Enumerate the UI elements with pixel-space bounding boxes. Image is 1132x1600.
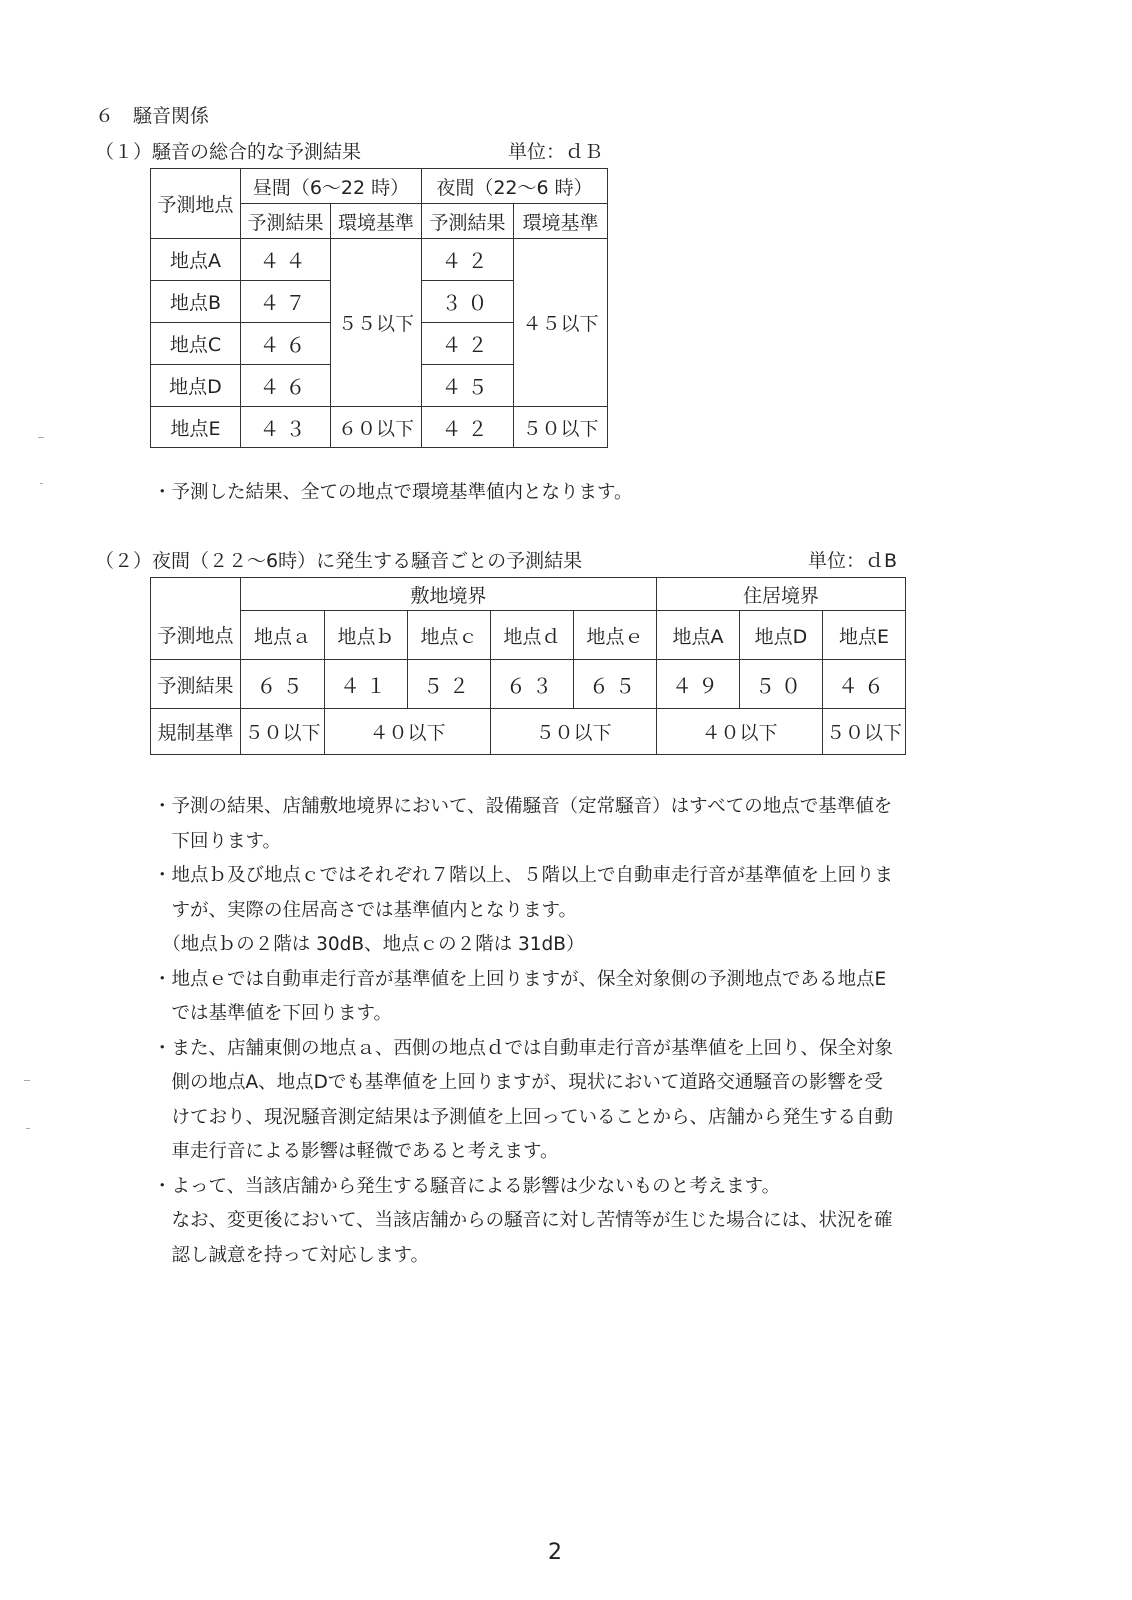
day-value: ４６ [241, 365, 331, 407]
point-label: 地点D [151, 365, 241, 407]
day-result-header: 予測結果 [241, 204, 331, 239]
note-line: では基準値を下回ります。 [153, 1003, 393, 1024]
section-heading: ６ 騒音関係 [95, 105, 210, 127]
night-standard-header: 環境基準 [514, 204, 608, 239]
result-value: ５０ [740, 660, 823, 709]
point-label: 地点A [151, 239, 241, 281]
section1-note: ・予測した結果、全ての地点で環境基準値内となります。 [153, 482, 633, 503]
day-standard: ５５以下 [331, 239, 422, 407]
night-standard: ４５以下 [514, 239, 608, 407]
note-line: ・また、店舗東側の地点ａ、西側の地点ｄでは自動車走行音が基準値を上回り、保全対象 [153, 1037, 894, 1059]
result-value: ６５ [574, 660, 657, 709]
note-line: ・地点ｅでは自動車走行音が基準値を上回りますが、保全対象側の予測地点である地点E [153, 968, 887, 990]
section2-title: （２）夜間（２２～6時）に発生する騒音ごとの予測結果 [95, 550, 583, 572]
note-line: 下回ります。 [153, 830, 282, 852]
note-line: （地点ｂの２階は 30dB、地点ｃの２階は 31dB） [153, 934, 585, 955]
note-line: けており、現況騒音測定結果は予測値を上回っていることから、店舗から発生する自動 [153, 1106, 894, 1128]
point-D-upper: 地点D [740, 611, 823, 660]
day-standard: ６０以下 [331, 407, 422, 448]
standard-value: ５０以下 [491, 709, 657, 755]
day-value: ４６ [241, 323, 331, 365]
standard-value: ４０以下 [657, 709, 823, 755]
site-boundary-header: 敷地境界 [241, 578, 657, 611]
night-noise-table [150, 577, 906, 755]
scan-speck [26, 1128, 30, 1129]
scan-speck [40, 483, 43, 484]
note-line: ・よって、当該店舗から発生する騒音による影響は少ないものと考えます。 [153, 1175, 781, 1197]
point-label: 地点E [151, 407, 241, 448]
result-value: ４９ [657, 660, 740, 709]
corner-header: 予測地点 [151, 169, 241, 239]
note-line: 側の地点A、地点Dでも基準値を上回りますが、現状において道路交通騒音の影響を受 [153, 1072, 883, 1093]
blank-header [151, 578, 241, 611]
section1-title: （１）騒音の総合的な予測結果 [95, 141, 362, 163]
note-line: なお、変更後において、当該店舗からの騒音に対し苦情等が生じた場合には、状況を確 [153, 1210, 893, 1231]
page-number: 2 [548, 1540, 562, 1565]
night-result-header: 予測結果 [422, 204, 514, 239]
standard-row-label: 規制基準 [151, 709, 241, 755]
point-b-lower: 地点ｂ [325, 611, 408, 660]
day-standard-header: 環境基準 [331, 204, 422, 239]
day-value: ４４ [241, 239, 331, 281]
point-label: 地点B [151, 281, 241, 323]
notes-block [153, 790, 893, 1273]
result-row-label: 予測結果 [151, 660, 241, 709]
section1-unit: 単位：ｄＢ [508, 141, 604, 163]
night-value: ４５ [422, 365, 514, 407]
result-value: ５２ [408, 660, 491, 709]
point-d-lower: 地点ｄ [491, 611, 574, 660]
night-standard: ５０以下 [514, 407, 608, 448]
day-header: 昼間（6～22 時） [241, 169, 422, 204]
point-E-upper: 地点E [823, 611, 906, 660]
result-value: ６３ [491, 660, 574, 709]
scan-speck [38, 437, 44, 438]
night-value: ４２ [422, 323, 514, 365]
point-A-upper: 地点A [657, 611, 740, 660]
result-value: ４６ [823, 660, 906, 709]
day-value: ４３ [241, 407, 331, 448]
result-value: ４１ [325, 660, 408, 709]
night-value: ３０ [422, 281, 514, 323]
overall-prediction-table [150, 168, 608, 448]
point-row-label: 予測地点 [151, 611, 241, 660]
point-label: 地点C [151, 323, 241, 365]
night-header: 夜間（22～6 時） [422, 169, 608, 204]
standard-value: ５０以下 [823, 709, 906, 755]
note-line: 認し誠意を持って対応します。 [153, 1244, 430, 1266]
note-line: ・地点ｂ及び地点ｃではそれぞれ７階以上、５階以上で自動車走行音が基準値を上回りま [153, 865, 894, 886]
result-value: ６５ [241, 660, 325, 709]
note-line: ・予測の結果、店舗敷地境界において、設備騒音（定常騒音）はすべての地点で基準値を [153, 796, 893, 817]
section2-unit: 単位：ｄB [808, 550, 898, 572]
standard-value: ５０以下 [241, 709, 325, 755]
point-c-lower: 地点ｃ [408, 611, 491, 660]
day-value: ４７ [241, 281, 331, 323]
scan-speck [24, 1080, 30, 1081]
residence-boundary-header: 住居境界 [657, 578, 906, 611]
point-a-lower: 地点ａ [241, 611, 325, 660]
note-line: すが、実際の住居高さでは基準値内となります。 [153, 899, 578, 921]
standard-value: ４０以下 [325, 709, 491, 755]
night-value: ４２ [422, 407, 514, 448]
night-value: ４２ [422, 239, 514, 281]
note-line: 車走行音による影響は軽微であると考えます。 [153, 1141, 559, 1162]
point-e-lower: 地点ｅ [574, 611, 657, 660]
